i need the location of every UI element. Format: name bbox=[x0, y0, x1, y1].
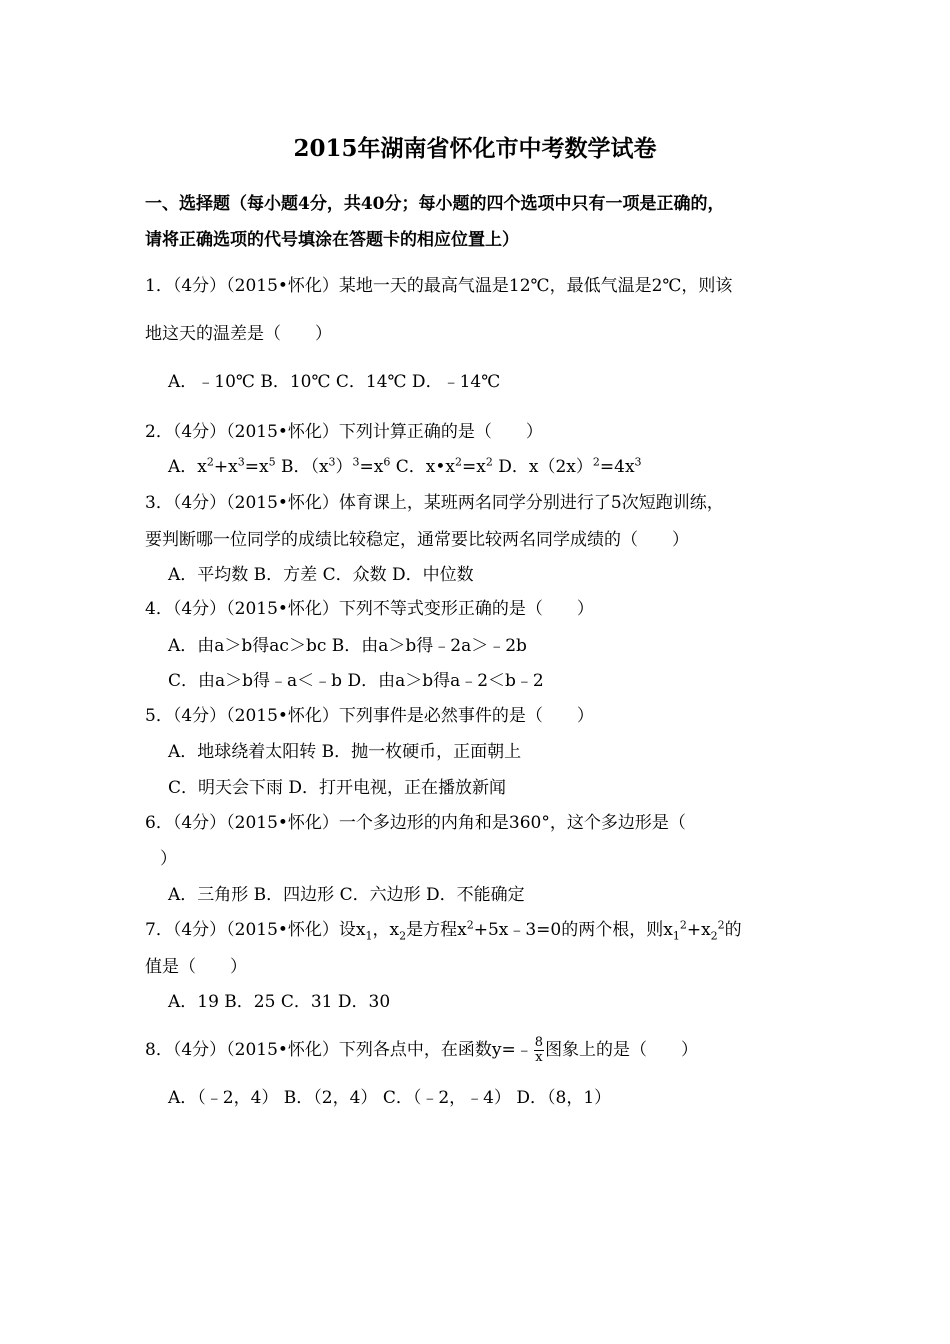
q6-stem-line-1: 6．（4分）（2015•怀化）一个多边形的内角和是360°，这个多边形是（ bbox=[145, 813, 686, 833]
q7-stem-line-1: 7．（4分）（2015•怀化）设$x_1$，$x_2$是方程$x^2+5x﹣3=0$的两个根，则$x_1^2+x_2^2$的 bbox=[145, 918, 742, 943]
q2-options: A．$x^2+x^3=x^5$ B．$(x^3)^3=x^6$ C．$x•x^2=x^2$ D．$x(2x)^2=4x^3$ bbox=[168, 455, 642, 477]
q6-stem-line-2: ） bbox=[160, 849, 177, 869]
q8-stem: 8．（4分）（2015•怀化）下列各点中，在函数y=﹣ $\frac{8}{x}$ 图象上的是（ ） bbox=[145, 1035, 699, 1065]
section-heading-line-2: 请将正确选项的代号填涂在答题卡的相应位置上） bbox=[145, 230, 519, 250]
q5-options-ab: A．地球绕着太阳转 B．抛一枚硬币，正面朝上 bbox=[168, 742, 522, 762]
q3-options: A．平均数 B．方差 C．众数 D．中位数 bbox=[168, 565, 474, 585]
section-heading-line-1: 一、选择题（每小题4分，共40分；每小题的四个选项中只有一项是正确的， bbox=[145, 194, 725, 214]
section-heading bbox=[145, 186, 825, 258]
q8-fraction: $\frac{8}{x}$ bbox=[534, 1035, 544, 1065]
q5-stem: 5．（4分）（2015•怀化）下列事件是必然事件的是（ ） bbox=[145, 706, 594, 726]
q3-stem-line-1: 3．（4分）（2015•怀化）体育课上，某班两名同学分别进行了5次短跑训练， bbox=[145, 493, 724, 513]
q4-options-cd: C．由a＞b得﹣a＜﹣b D．由a＞b得a﹣2＜b﹣2 bbox=[168, 671, 544, 691]
q4-options-ab: A．由a＞b得ac＞bc B．由a＞b得﹣2a＞﹣2b bbox=[168, 636, 527, 656]
q7-stem-line-2: 值是（ ） bbox=[145, 957, 247, 977]
q1-stem-line-2: 地这天的温差是（ ） bbox=[145, 324, 332, 344]
q3-stem-line-2: 要判断哪一位同学的成绩比较稳定，通常要比较两名同学成绩的（ ） bbox=[145, 530, 689, 550]
q7-options: A．19 B．25 C．31 D．30 bbox=[168, 992, 391, 1012]
q1-options: A．﹣10℃ B．10℃ C．14℃ D．﹣14℃ bbox=[168, 372, 501, 392]
q4-stem: 4．（4分）（2015•怀化）下列不等式变形正确的是（ ） bbox=[145, 599, 594, 619]
page-title: 2015年湖南省怀化市中考数学试卷 bbox=[293, 135, 657, 162]
q6-options: A．三角形 B．四边形 C．六边形 D．不能确定 bbox=[168, 885, 525, 905]
q1-stem-line-1: 1．（4分）（2015•怀化）某地一天的最高气温是12℃，最低气温是2℃，则该 bbox=[145, 276, 733, 296]
q8-options: A．（﹣2，4） B．（2，4） C．（﹣2，﹣4） D．（8，1） bbox=[168, 1088, 612, 1108]
q5-options-cd: C．明天会下雨 D．打开电视，正在播放新闻 bbox=[168, 778, 507, 798]
q2-stem: 2．（4分）（2015•怀化）下列计算正确的是（ ） bbox=[145, 422, 543, 442]
